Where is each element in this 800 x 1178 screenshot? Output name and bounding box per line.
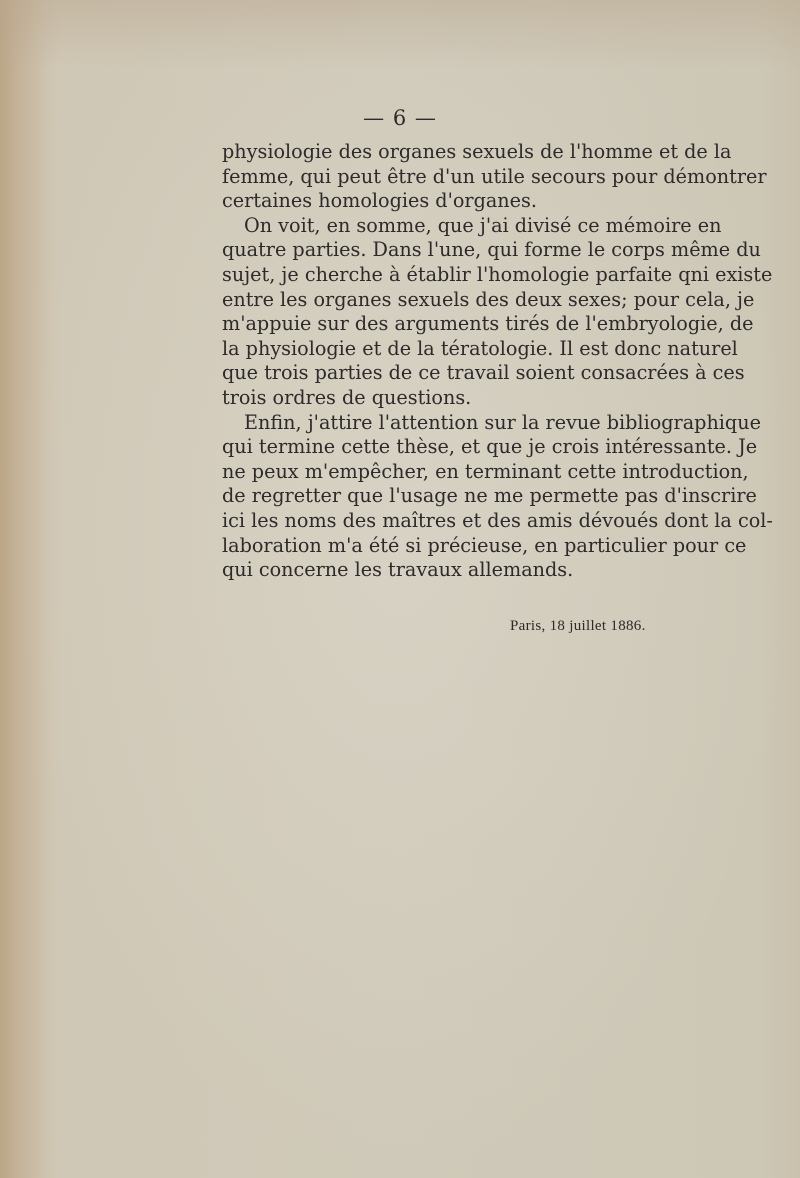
text-line: sujet, je cherche à établir l'homologie parfaite qni existe <box>222 262 773 286</box>
date-signature: Paris, 18 juillet 1886. <box>510 618 646 634</box>
text-line: physiologie des organes sexuels de l'homme et de la <box>222 140 732 163</box>
text-line: On voit, en somme, que j'ai divisé ce mémoire en <box>244 213 722 237</box>
text-line: qui concerne les travaux allemands. <box>222 558 574 582</box>
text-line: certaines homologies d'organes. <box>222 189 537 213</box>
text-line: femme, qui peut être d'un utile secours pour démontrer <box>222 164 767 188</box>
page-edge-stain <box>0 0 60 1178</box>
text-line: Enfin, j'attire l'attention sur la revue bibliographique <box>244 410 761 434</box>
text-line: entre les organes sexuels des deux sexes; pour cela, je <box>222 287 755 311</box>
page-top-discoloration <box>0 0 800 70</box>
body-text <box>222 140 773 583</box>
text-line: trois ordres de questions. <box>222 385 472 409</box>
text-line: la physiologie et de la tératologie. Il est donc naturel <box>222 336 738 360</box>
text-line: que trois parties de ce travail soient consacrées à ces <box>222 361 745 385</box>
text-line: ici les noms des maîtres et des amis dévoués dont la col- <box>222 508 773 532</box>
text-line: laboration m'a été si précieuse, en particulier pour ce <box>222 533 747 557</box>
text-line: qui termine cette thèse, et que je crois intéressante. Je <box>222 435 758 459</box>
text-line: de regretter que l'usage ne me permette pas d'inscrire <box>222 484 757 508</box>
text-line: m'appuie sur des arguments tirés de l'embryologie, de <box>222 312 754 336</box>
page-number: — 6 — <box>363 106 437 130</box>
text-line: ne peux m'empêcher, en terminant cette introduction, <box>222 459 749 483</box>
text-line: quatre parties. Dans l'une, qui forme le corps même du <box>222 238 761 262</box>
